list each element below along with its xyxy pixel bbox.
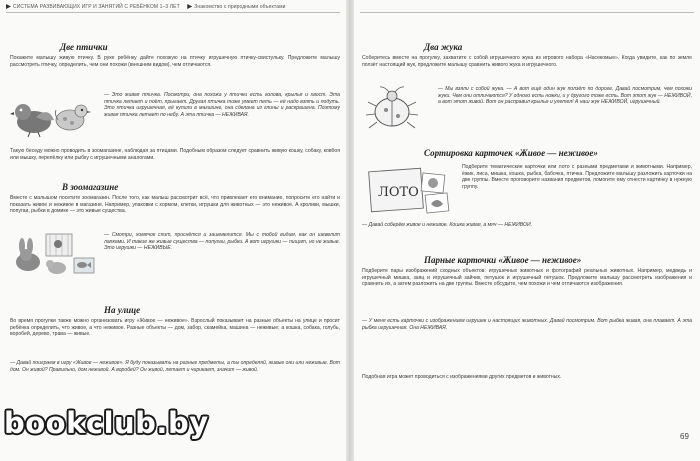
dialog-text: — Давай соберём живое и неживое. Кошка живая, а мяч — НЕЖИВОЙ.: [362, 222, 533, 228]
section-title-two-birds: Две птички: [60, 42, 108, 52]
paragraph: Подберите пары изображений сходных объектов: игрушечных животных и фотографий реальных животных. Например, медведь и игрушечный мишка, заяц и игрушечный зайчик, петушок и игрушечный петушок. Предложите малышу рассмотреть изображения и сравнить их, а затем разложить на две группы. Вместе обсудите, чем похожи и чем отличаются изображения.: [362, 268, 692, 288]
pets-illustration: [12, 230, 96, 276]
book-gutter: [346, 0, 354, 461]
dialog-text: — Давай поиграем в игру «Живое — неживое». Я буду показывать на разные предметы, а ты определяй, живые они или неживые. Вот дом. Он живой? Правильно, дом неживой. А воробей? Он живой, летает и чирикает, значит — живой.: [10, 360, 340, 373]
section-title-card-sorting: Сортировка карточек «Живое — неживое»: [424, 148, 598, 158]
page-number: 69: [680, 432, 689, 441]
dialog-text: — У меня есть карточки с изображением игрушек и настоящих животных. Давай посмотрим. Вот рыбка живая, она плавает. А эта рыбка игрушечная. Она НЕЖИВАЯ.: [362, 318, 692, 331]
section-title-pet-shop: В зоомагазине: [62, 182, 119, 192]
dialog-text: — Это живая птичка. Посмотри, она похожа у птички есть голова, крылья и хвост. Эта птичка летает и поёт, прыгает. Другая птичка тоже умеет петь — её надо взять и подуть. Это птичка игрушечная, её купили в магазине, она сделана из глины и раскрашена. Поэтому живая птичка летает по небу. А эта птичка — НЕЖИВАЯ.: [104, 92, 340, 118]
section-title-outside: На улице: [104, 305, 141, 315]
left-page: [0, 0, 346, 461]
paragraph: Во время прогулки также можно организовать игру «Живое — неживое». Взрослый показывает на разные объекты на улице и просит ребёнка определить, что живое, а что неживое. Разные объекты — дом, забор, скамейка, машина — неживые; а кошка, собака, голубь, воробей, дерево, трава — живые.: [10, 318, 340, 338]
paragraph: Подберите тематические карточки или лото с разными предметами и животными. Например, ёжик, лиса, мишка, кошка, рыбка, бабочка, птичка. Предложите малышу разложить карточки на две группы. Вместе проговорите названия предметов, помогите ему отнести картинку в нужную группу.: [462, 164, 692, 190]
paragraph: Покажите малышу живую птичку. В руке ребёнку дайте похожую на птичку игрушечную птичку-свистульку. Предложите малышу рассмотреть птичку, определить, чем они похожи (внешним видом), чем отличаются.: [10, 55, 340, 68]
section-title-two-beetles: Два жука: [424, 42, 463, 52]
section-title-paired-cards: Парные карточки «Живое — неживое»: [424, 255, 582, 265]
paragraph: Подобная игра может проводиться с изображениями других предметов и животных.: [362, 374, 562, 380]
paragraph: Такую беседу можно проводить в зоомагазине, наблюдая за птицами. Подобным образом следует сравнить живую кошку, собаку, ковбоя или мышку, перепёлку или рыбку с игрушечными аналогами.: [10, 148, 340, 161]
dialog-text: — Смотри, хомячок спит, проснётся и зашевелится. Мы с тобой видим, как он шевелит лапками. И такие же живые существа — попугаи, рыбки. А вот игрушки — пищат, но не живые. Это игрушки — НЕЖИВЫЕ.: [104, 232, 340, 252]
birds-illustration: [10, 92, 92, 138]
paragraph: Вместе с малышом посетите зоомагазин. После того, как малыш рассмотрит всё, что привлекает его внимание, попросите его найти и показать живое и неживое в магазине. Например, упаковки с кормом, клетки, игрушки для животных — это неживое. А кролики, мышки, попугаи, рыбки в домике — это живые существа.: [10, 195, 340, 215]
right-page: [354, 0, 700, 461]
loto-cards-illustration: [368, 164, 456, 216]
dialog-text: — Мы взяли с собой жука. — А вот ещё один жук ползёт по дороге. Давай посмотрим, чем похожи жуки. Чем они отличаются? У одного есть ножки, и у другого тоже есть. Вот этот жук — НЕЖИВОЙ, а вот этот живой. Вот он расправил крылья и улетел! А наш жук НЕЖИВОЙ, игрушечный.: [438, 86, 692, 106]
bookclub-watermark: bookclub.by: [4, 406, 209, 440]
beetle-illustration: [362, 84, 434, 134]
paragraph: Соберитесь вместе на прогулку, захватите с собой игрушечного жука из игрового набора «Насекомые». Когда увидите, как по земле ползёт настоящий жук, предложите малышу сравнить живого жука и игрушечного.: [362, 55, 692, 68]
loto-label: ЛОТО: [378, 185, 419, 200]
left-running-header: СИСТЕМА РАЗВИВАЮЩИХ ИГР И ЗАНЯТИЙ С РЕБЁНКОМ 1–3 ЛЕТ Знакомство с природными объектами: [6, 4, 286, 10]
